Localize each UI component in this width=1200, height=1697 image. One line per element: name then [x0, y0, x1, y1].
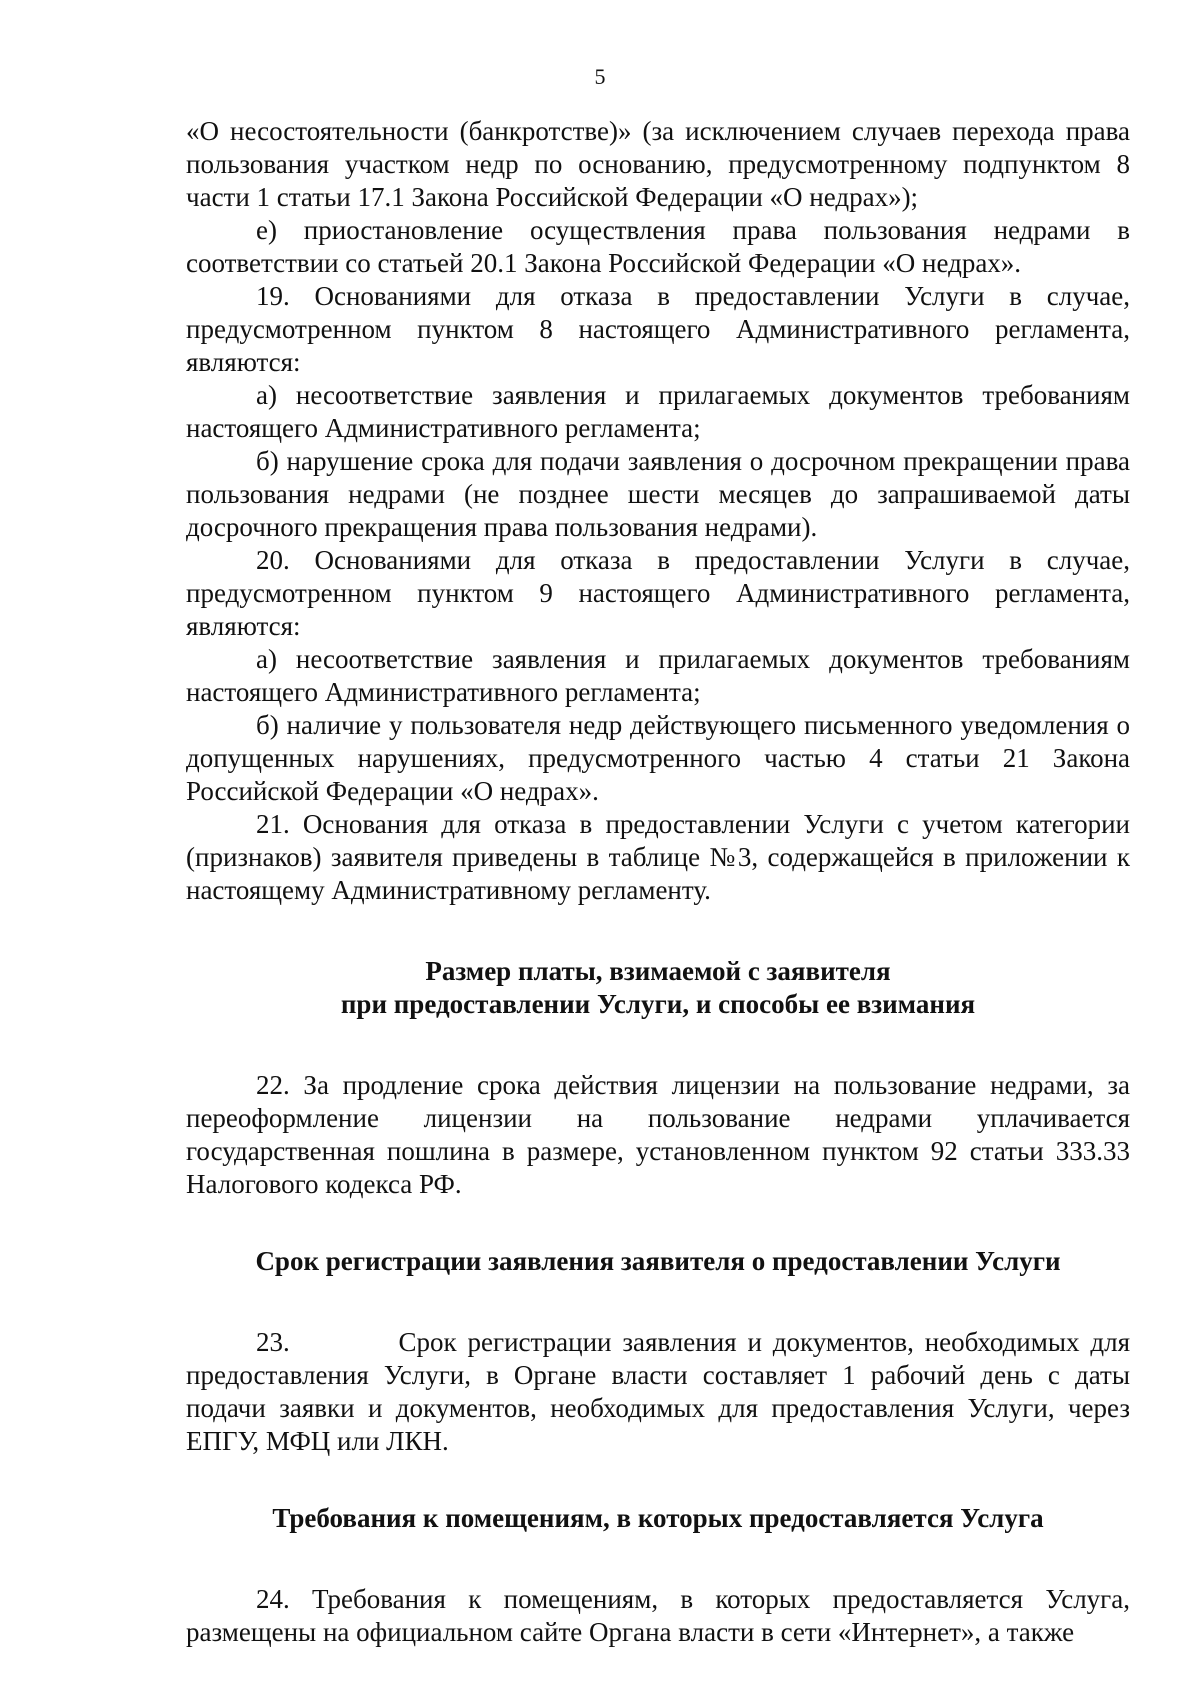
paragraph-20b: б) наличие у пользователя недр действующего письменного уведомления о допущенных нарушениях, предусмотренного частью 4 статьи 21 Закона Российской Федерации «О недрах». — [186, 710, 1130, 806]
section-heading-premises: Требования к помещениям, в которых предоставляется Услуга — [272, 1503, 1044, 1533]
paragraph-19a: а) несоответствие заявления и прилагаемых документов требованиям настоящего Административного регламента; — [186, 380, 1130, 443]
paragraph-20: 20. Основаниями для отказа в предоставлении Услуги в случае, предусмотренном пунктом 9 настоящего Административного регламента, являются: — [186, 545, 1130, 641]
paragraph-19: 19. Основаниями для отказа в предоставлении Услуги в случае, предусмотренном пунктом 8 настоящего Административного регламента, являются: — [186, 281, 1130, 377]
section-heading-registration: Срок регистрации заявления заявителя о предоставлении Услуги — [255, 1246, 1061, 1276]
document-body — [186, 115, 1137, 1649]
section-heading-fee — [186, 955, 1130, 1021]
paragraph-20a: а) несоответствие заявления и прилагаемых документов требованиям настоящего Административного регламента; — [186, 644, 1130, 707]
paragraph-22: 22. За продление срока действия лицензии на пользование недрами, за переоформление лицензии на пользование недрами уплачивается государственная пошлина в размере, установленном пунктом 92 статьи 333.33 Налогового кодекса РФ. — [186, 1070, 1130, 1199]
section-heading-fee-line-1: Размер платы, взимаемой с заявителя — [425, 956, 891, 986]
page-number: 5 — [594, 64, 606, 89]
paragraph-24: 24. Требования к помещениям, в которых предоставляется Услуга, размещены на официальном сайте Органа власти в сети «Интернет», а также — [186, 1584, 1130, 1647]
paragraph-18d-continuation: «О несостоятельности (банкротстве)» (за исключением случаев перехода права пользования участком недр по основанию, предусмотренному подпунктом 8 части 1 статьи 17.1 Закона Российской Федерации «О недрах»); — [186, 116, 1130, 212]
section-heading-fee-line-2: при предоставлении Услуги, и способы ее взимания — [340, 989, 976, 1019]
paragraph-23: 23. Срок регистрации заявления и документов, необходимых для предоставления Услуги, в Органе власти составляет 1 рабочий день с даты подачи заявки и документов, необходимых для предоставления Услуги, через ЕПГУ, МФЦ или ЛКН. — [186, 1327, 1137, 1456]
paragraph-18e: е) приостановление осуществления права пользования недрами в соответствии со статьей 20.1 Закона Российской Федерации «О недрах». — [186, 215, 1130, 278]
paragraph-19b: б) нарушение срока для подачи заявления о досрочном прекращении права пользования недрами (не позднее шести месяцев до запрашиваемой даты досрочного прекращения права пользования недрами). — [186, 446, 1130, 542]
paragraph-21: 21. Основания для отказа в предоставлении Услуги с учетом категории (признаков) заявителя приведены в таблице №3, содержащейся в приложении к настоящему Административному регламенту. — [186, 809, 1130, 905]
